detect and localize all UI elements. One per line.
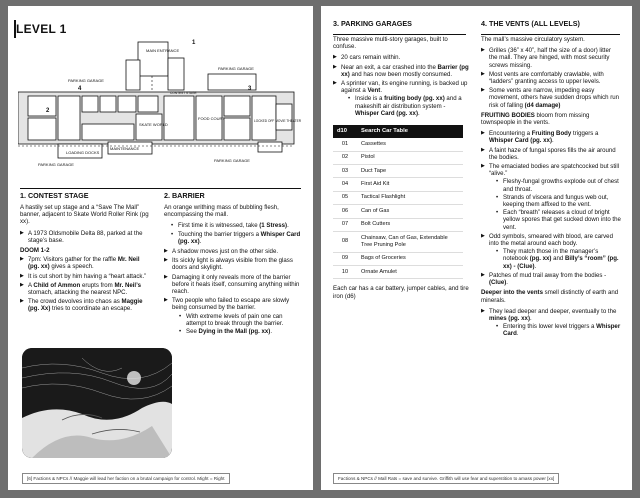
- table-header: d10: [333, 125, 357, 138]
- parking-intro: Three massive multi-story garages, built to confuse.: [333, 36, 448, 51]
- vents-intro: The mall’s massive circulatory system.: [481, 36, 585, 43]
- parking-outro: Each car has a car battery, jumper cables, and tire iron (d6): [333, 285, 469, 300]
- map-label-parking-1: PARKING GARAGE: [68, 78, 104, 83]
- map-marker-1: 1: [192, 40, 196, 46]
- deeper-intro: Deeper into the vents smell distinctly of earth and minerals.: [481, 289, 619, 304]
- table-row: 05 Tactical Flashlight: [333, 191, 463, 204]
- barrier-sub: • Touching the barrier triggers a Whisper Card (pg. xx).: [164, 231, 302, 245]
- fruiting-intro: FRUITING BODIES bloom from missing townspeople in the vents.: [481, 111, 590, 127]
- barrier-bullet: ▶ Two people who failed to escape are slowly being consumed by the barrier. • With extreme levels of pain one can attempt to break through the barrier. • See Dying in the Mall (pg. xx).: [164, 297, 302, 335]
- right-footer: Factions & NPCs // Mall Rats = save and survive. Griffith will use fear and superstition to amass power [xx]: [333, 473, 559, 484]
- barrier-sub: • With extreme levels of pain one can attempt to break through the barrier.: [172, 313, 302, 327]
- vents-bullet: ▶ Most vents are comfortably crawlable, with “ladders” granting access to upper levels.: [481, 71, 621, 85]
- barrier-heading: 2. BARRIER: [164, 191, 205, 200]
- map-label-main-entrance: MAIN ENTRANCE: [146, 48, 180, 53]
- vents-bullet: ▶ Grilles (36” x 40”, half the size of a door) litter the mall. They are hinged, with most security screws missing.: [481, 47, 621, 69]
- doom-item: ▶ It is cut short by him having a “heart attack.”: [20, 273, 152, 280]
- table-header: Search Car Table: [357, 125, 463, 138]
- barrier-see: • See Dying in the Mall (pg. xx).: [172, 328, 302, 335]
- map-marker-3: 3: [248, 86, 252, 92]
- barrier-intro: An orange writhing mass of bubbling flesh, encompassing the mall.: [164, 204, 279, 219]
- map-marker-2: 2: [46, 108, 50, 114]
- doom-item: ▶ A Child of Ammon erupts from Mr. Neil’s stomach, attacking the nearest NPC.: [20, 282, 152, 296]
- contest-stage-column: [20, 192, 152, 315]
- contest-intro: A hastily set up stage and a “Save The Mall” banner, adjacent to Skate World Roller Rink (pg xx).: [20, 204, 149, 226]
- section-rule: [20, 188, 301, 189]
- map-label-parking-4: PARKING GARAGE: [214, 158, 250, 163]
- parking-column: [333, 20, 469, 304]
- table-row: 08 Chainsaw, Can of Gas, Extendable Tree Pruning Pole: [333, 231, 463, 252]
- fruiting-sub: • Fleshy-fungal growths explode out of chest and throat.: [489, 178, 621, 192]
- map-label-loading: LOADING DOCKS: [66, 150, 100, 155]
- parking-heading: 3. PARKING GARAGES: [333, 19, 412, 28]
- map-label-cinema: LOCKED OFF MOVIE THEATER: [254, 119, 301, 123]
- fruiting-bullet: ▶ Encountering a Fruiting Body triggers a Whisper Card (pg. xx).: [481, 130, 621, 144]
- barrier-bullet: ▶ A shadow moves just on the other side.: [164, 248, 302, 255]
- doom-heading: DOOM 1-2: [20, 247, 50, 255]
- table-row: 03 Duct Tape: [333, 165, 463, 178]
- doom-item: ▶ 7pm: Visitors gather for the raffle Mr. Neil (pg. xx) gives a speech.: [20, 256, 152, 270]
- map-marker-4: 4: [78, 86, 82, 92]
- level-map: [18, 34, 304, 184]
- fruiting-bullet: ▶ The emaciated bodies are spatchcocked but still “alive.” • Fleshy-fungal growths explode out of chest and throat. • Strands of viscera and fungus web out, keeping them affixed to the vent. • Each “breath” releases a cloud of bright yellow spores that get sucked down into the vent.: [481, 163, 621, 231]
- vents-column: [481, 20, 621, 340]
- table-row: 10 Ornate Amulet: [333, 265, 463, 278]
- map-label-skate: SKATE WORLD: [139, 122, 168, 127]
- illustration-image: [22, 348, 172, 458]
- table-row: 09 Bags of Groceries: [333, 252, 463, 265]
- table-row: 04 First Aid Kit: [333, 178, 463, 191]
- table-row: 06 Can of Gas: [333, 205, 463, 218]
- map-label-parking-3: PARKING GARAGE: [38, 162, 74, 167]
- vents-bullet: ▶ Some vents are narrow, impeding easy movement, others have sudden drops which run risk of falling (d4 damage): [481, 87, 621, 109]
- parking-sub: • Inside is a fruiting body (pg. xx) and a makeshift air distribution system - Whisper Card (pg. xx).: [341, 95, 469, 117]
- fruiting-bullet: ▶ Odd symbols, smeared with blood, are carved into the metal around each body. • They match those in the manager’s notebook (pg. xx) and Billy’s “room” (pg. xx) - (Clue).: [481, 233, 621, 270]
- map-label-contest: CONTEST STAGE: [170, 91, 197, 95]
- table-row: 07 Bolt Cutters: [333, 218, 463, 231]
- deeper-bullet: ▶ They lead deeper and deeper, eventually to the mines (pg. xx). • Entering this lower level triggers a Whisper Card.: [481, 308, 621, 338]
- barrier-bullet: ▶ Its sickly light is always visible from the glass doors and skylight.: [164, 257, 302, 271]
- parking-bullet: ▶ A sprinter van, its engine running, is backed up against a Vent. • Inside is a fruiting body (pg. xx) and a makeshift air distribution system - Whisper Card (pg. xx).: [333, 80, 469, 117]
- map-label-parking-2: PARKING GARAGE: [218, 66, 254, 71]
- map-label-maint: MAINTENANCE: [110, 146, 140, 151]
- page-title: LEVEL 1: [16, 22, 67, 36]
- map-label-food: FOOD COURT: [198, 116, 225, 121]
- doom-item: ▶ The crowd devolves into chaos as Maggie (pg. Xx) tries to coordinate an escape.: [20, 298, 152, 312]
- deeper-sub: • Entering this lower level triggers a Whisper Card.: [489, 323, 621, 337]
- fruiting-sub: • They match those in the manager’s notebook (pg. xx) and Billy’s “room” (pg. xx) - (Clue).: [489, 248, 621, 270]
- contest-bullet: ▶ A 1973 Oldsmobile Delta 88, parked at the stage’s base.: [20, 230, 152, 244]
- barrier-sub: • First time it is witnessed, take (1 Stress).: [164, 222, 302, 229]
- fruiting-bullet: ▶ A faint haze of fungal spores fills the air around the bodies.: [481, 147, 621, 161]
- fruiting-sub: • Strands of viscera and fungus web out, keeping them affixed to the vent.: [489, 194, 621, 208]
- left-page: [8, 6, 313, 490]
- barrier-bullet: ▶ Damaging it only reveals more of the barrier before it heals itself, consuming anything within reach.: [164, 274, 302, 296]
- fruiting-sub: • Each “breath” releases a cloud of bright yellow spores that get sucked down into the vent.: [489, 209, 621, 231]
- right-page: [321, 6, 632, 490]
- vents-heading: 4. THE VENTS (ALL LEVELS): [481, 19, 580, 28]
- table-row: 02 Pistol: [333, 151, 463, 164]
- barrier-column: [164, 192, 302, 337]
- contest-heading: 1. CONTEST STAGE: [20, 191, 89, 200]
- parking-bullet: ▶ 20 cars remain within.: [333, 54, 469, 61]
- parking-bullet: ▶ Near an exit, a car crashed into the Barrier (pg xx) and has now been mostly consumed.: [333, 64, 469, 78]
- table-row: 01 Cassettes: [333, 138, 463, 151]
- search-car-table: [333, 125, 463, 279]
- left-footer: [6] Factions & NPCs // Maggie will lead her faction on a brutal campaign for control. Might = Right: [22, 473, 230, 484]
- fruiting-bullet: ▶ Patches of mud trail away from the bodies - (Clue).: [481, 272, 621, 286]
